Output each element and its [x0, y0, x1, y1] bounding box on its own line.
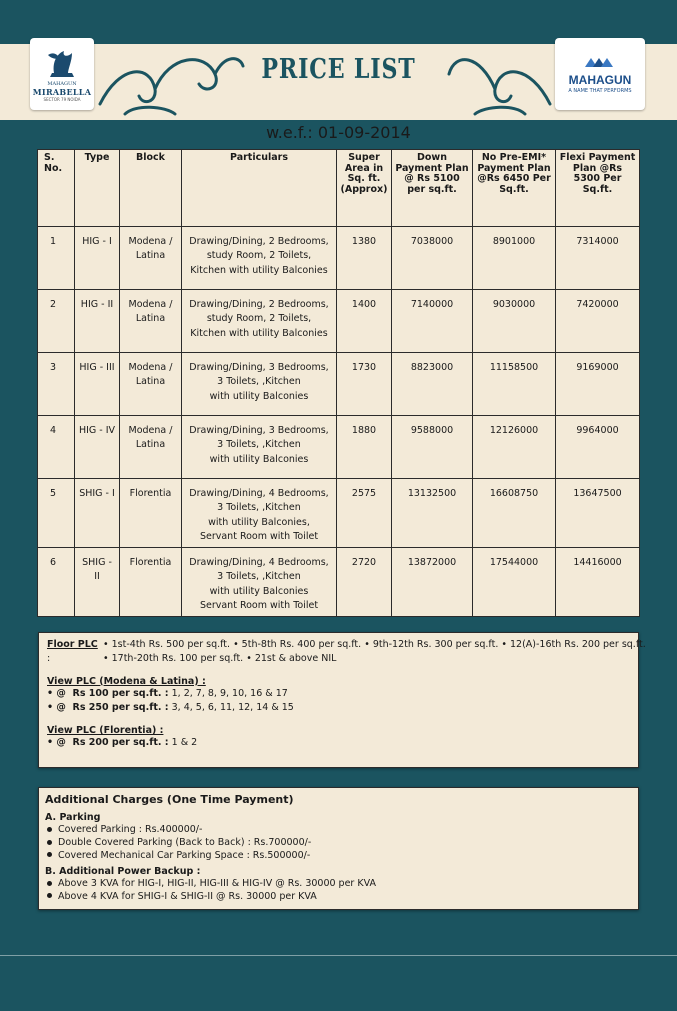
view-plc-floors: 1 & 2: [168, 737, 198, 749]
cell-block: Florentia: [120, 548, 182, 617]
cell-sno: 1: [38, 227, 75, 290]
power-backup-item: [45, 878, 632, 891]
cell-block: Modena / Latina: [120, 290, 182, 353]
cell-flexi: 9169000: [556, 353, 640, 416]
table-row: [38, 416, 640, 479]
table-row: [38, 548, 640, 617]
col-header-no-pre-emi: No Pre-EMI* Payment Plan @Rs 6450 Per Sq.ft.: [473, 150, 556, 227]
cell-particulars: [182, 416, 337, 479]
col-header-sno: S. No.: [38, 150, 75, 227]
logo-right-tagline: A NAME THAT PERFORMS: [568, 87, 632, 94]
view-plc-rate: Rs 200 per sq.ft. :: [72, 737, 169, 749]
page-title: PRICE LIST: [261, 54, 416, 85]
cell-particulars: [182, 290, 337, 353]
particulars-line: Drawing/Dining, 3 Bedrooms,: [189, 362, 329, 373]
footer-divider: [0, 955, 677, 956]
cell-down-payment: 13132500: [392, 479, 473, 548]
view-plc-florentia-label: View PLC (Florentia) :: [47, 725, 164, 737]
particulars-line: with utility Balconies,: [208, 516, 310, 528]
col-header-block: Block: [120, 150, 182, 227]
particulars-line: with utility Balconies: [209, 390, 309, 402]
cell-sno: 4: [38, 416, 75, 479]
cell-flexi: 7314000: [556, 227, 640, 290]
cell-flexi: 14416000: [556, 548, 640, 617]
floor-plc-line-2: • 17th-20th Rs. 100 per sq.ft. • 21st & above NIL: [103, 652, 337, 664]
bullet-icon: [47, 852, 52, 857]
power-backup-list: [45, 878, 632, 904]
particulars-line: study Room, 2 Toilets,: [206, 313, 312, 325]
bullet-icon: [47, 840, 52, 845]
cell-down-payment: 7140000: [392, 290, 473, 353]
floor-plc-sep: :: [47, 652, 51, 664]
logo-left-main: MIRABELLA: [32, 86, 92, 97]
bullet-icon: [47, 827, 52, 832]
cell-particulars: [182, 227, 337, 290]
particulars-line: 3 Toilets, ,Kitchen: [217, 376, 301, 388]
cell-area: 1400: [337, 290, 392, 353]
cell-block: Florentia: [120, 479, 182, 548]
additional-charges-heading: Additional Charges (One Time Payment): [45, 793, 294, 806]
logo-left-sub: SECTOR 79 NOIDA: [43, 96, 81, 102]
cell-no-pre-emi: 17544000: [473, 548, 556, 617]
parking-item: [45, 850, 632, 863]
particulars-line: study Room, 2 Toilets,: [206, 250, 312, 262]
cell-area: 2575: [337, 479, 392, 548]
view-plc-prefix: • @: [47, 701, 73, 713]
particulars-line: Drawing/Dining, 2 Bedrooms,: [189, 299, 329, 310]
cell-particulars: [182, 479, 337, 548]
power-backup-label: B. Additional Power Backup :: [45, 865, 201, 877]
logo-left-small: MAHAGUN: [47, 80, 77, 87]
cell-particulars: [182, 548, 337, 617]
particulars-line: Kitchen with utility Balconies: [190, 264, 328, 276]
particulars-line: with utility Balconies: [209, 585, 309, 597]
table-row: [38, 290, 640, 353]
cell-type: SHIG - II: [75, 548, 120, 617]
parking-list: [45, 824, 632, 862]
parking-item-text: Double Covered Parking (Back to Back) : Rs.700000/-: [58, 837, 312, 849]
floor-plc-label: Floor PLC: [47, 639, 98, 650]
cell-no-pre-emi: 11158500: [473, 353, 556, 416]
parking-item-text: Covered Parking : Rs.400000/-: [58, 824, 203, 836]
view-plc-modena-label: View PLC (Modena & Latina) :: [47, 675, 206, 687]
particulars-line: Servant Room with Toilet: [199, 530, 319, 542]
col-header-flexi: Flexi Payment Plan @Rs 5300 Per Sq.ft.: [556, 150, 640, 227]
view-plc-prefix: • @: [47, 687, 73, 699]
cell-sno: 6: [38, 548, 75, 617]
view-plc-floors: 3, 4, 5, 6, 11, 12, 14 & 15: [168, 701, 294, 713]
cell-block: Modena / Latina: [120, 416, 182, 479]
view-plc-rate: Rs 250 per sq.ft. :: [72, 701, 169, 713]
cell-type: HIG - III: [75, 353, 120, 416]
floor-plc: [47, 638, 646, 666]
cell-area: 1880: [337, 416, 392, 479]
cell-no-pre-emi: 16608750: [473, 479, 556, 548]
particulars-line: Drawing/Dining, 3 Bedrooms,: [189, 425, 329, 436]
cell-sno: 2: [38, 290, 75, 353]
particulars-line: Drawing/Dining, 2 Bedrooms,: [189, 236, 329, 247]
additional-charges-box: [38, 787, 639, 910]
cell-down-payment: 13872000: [392, 548, 473, 617]
table-row: [38, 479, 640, 548]
col-header-area: Super Area in Sq. ft. (Approx): [337, 150, 392, 227]
cell-type: HIG - IV: [75, 416, 120, 479]
col-header-down-payment: Down Payment Plan @ Rs 5100 per sq.ft.: [392, 150, 473, 227]
col-header-type: Type: [75, 150, 120, 227]
cell-flexi: 7420000: [556, 290, 640, 353]
table-row: [38, 227, 640, 290]
price-table: [37, 149, 640, 617]
view-plc-floors: 1, 2, 7, 8, 9, 10, 16 & 17: [168, 687, 288, 699]
particulars-line: Drawing/Dining, 4 Bedrooms,: [189, 488, 329, 499]
col-header-particulars: Particulars: [182, 150, 337, 227]
cell-flexi: 9964000: [556, 416, 640, 479]
cell-block: Modena / Latina: [120, 353, 182, 416]
plc-box: [38, 632, 646, 768]
cell-no-pre-emi: 9030000: [473, 290, 556, 353]
power-backup-item-text: Above 3 KVA for HIG-I, HIG-II, HIG-III & HIG-IV @ Rs. 30000 per KVA: [58, 878, 376, 890]
cell-area: 2720: [337, 548, 392, 617]
view-plc-item: [47, 701, 630, 715]
power-backup-item: [45, 891, 632, 904]
view-plc-prefix: • @: [47, 737, 73, 749]
cell-area: 1380: [337, 227, 392, 290]
cell-sno: 3: [38, 353, 75, 416]
floor-plc-line-1: • 1st-4th Rs. 500 per sq.ft. • 5th-8th Rs. 400 per sq.ft. • 9th-12th Rs. 300 per sq.ft. • 12(A)-16th Rs. 200 per sq.ft.: [103, 639, 646, 650]
cell-type: HIG - I: [75, 227, 120, 290]
parking-item: [45, 824, 632, 837]
view-plc-item: [47, 687, 630, 701]
cell-particulars: [182, 353, 337, 416]
particulars-line: Servant Room with Toilet: [199, 599, 319, 611]
effective-date: w.e.f.: 01-09-2014: [266, 123, 411, 142]
bullet-icon: [47, 893, 52, 898]
particulars-line: Kitchen with utility Balconies: [190, 327, 328, 339]
table-header-row: [38, 150, 640, 227]
view-plc-modena-list: [47, 687, 630, 716]
cell-type: HIG - II: [75, 290, 120, 353]
view-plc-item: [47, 736, 630, 750]
cell-block: Modena / Latina: [120, 227, 182, 290]
particulars-line: 3 Toilets, ,Kitchen: [217, 502, 301, 514]
cell-no-pre-emi: 8901000: [473, 227, 556, 290]
cell-down-payment: 8823000: [392, 353, 473, 416]
cell-flexi: 13647500: [556, 479, 640, 548]
parking-label: A. Parking: [45, 812, 101, 823]
cell-down-payment: 9588000: [392, 416, 473, 479]
particulars-line: 3 Toilets, ,Kitchen: [217, 439, 301, 451]
cell-sno: 5: [38, 479, 75, 548]
particulars-line: 3 Toilets, ,Kitchen: [217, 571, 301, 583]
cell-type: SHIG - I: [75, 479, 120, 548]
cell-no-pre-emi: 12126000: [473, 416, 556, 479]
power-backup-item-text: Above 4 KVA for SHIG-I & SHIG-II @ Rs. 30000 per KVA: [58, 890, 317, 902]
particulars-line: with utility Balconies: [209, 453, 309, 465]
parking-item-text: Covered Mechanical Car Parking Space : Rs.500000/-: [58, 849, 311, 861]
view-plc-rate: Rs 100 per sq.ft. :: [72, 687, 169, 699]
view-plc-florentia-list: [47, 736, 630, 750]
cell-area: 1730: [337, 353, 392, 416]
logo-right-name: MAHAGUN: [568, 72, 632, 87]
parking-item: [45, 837, 632, 850]
bullet-icon: [47, 881, 52, 886]
particulars-line: Drawing/Dining, 4 Bedrooms,: [189, 557, 329, 568]
table-row: [38, 353, 640, 416]
cell-down-payment: 7038000: [392, 227, 473, 290]
